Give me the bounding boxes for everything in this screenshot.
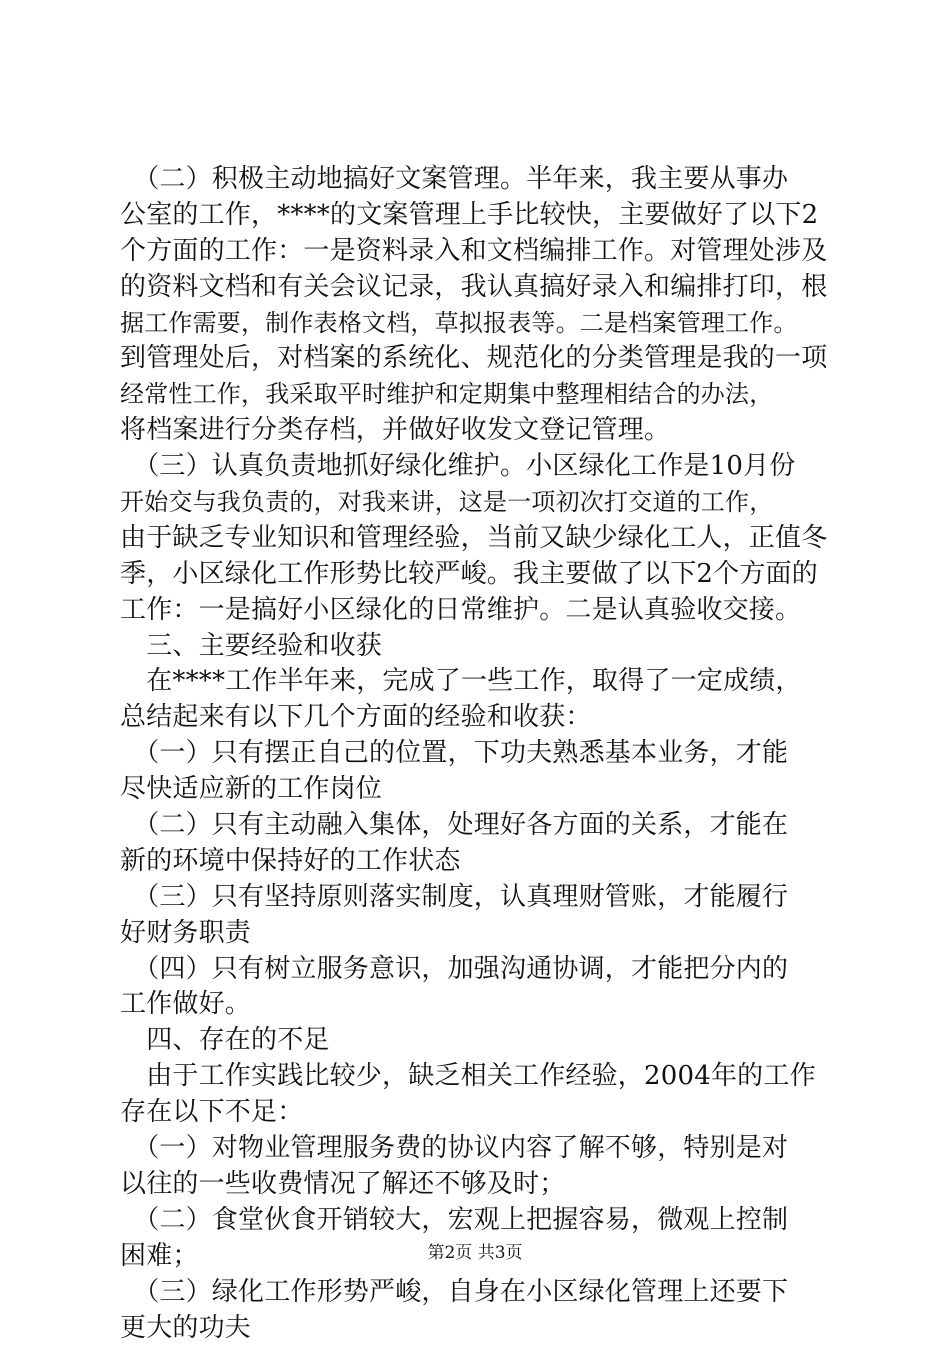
text-line: 存在以下不足： bbox=[120, 1095, 840, 1131]
text-line: 的资料文档和有关会议记录，我认真搞好录入和编排打印，根 bbox=[120, 270, 840, 306]
text-line: （三）绿化工作形势严峻，自身在小区绿化管理上还要下 bbox=[120, 1275, 840, 1311]
text-line: 总结起来有以下几个方面的经验和收获： bbox=[120, 700, 840, 736]
text-line: 到管理处后，对档案的系统化、规范化的分类管理是我的一项 bbox=[120, 341, 840, 377]
text-line: 公室的工作，****的文案管理上手比较快，主要做好了以下2 bbox=[120, 198, 840, 234]
text-line: （三）只有坚持原则落实制度，认真理财管账，才能履行 bbox=[120, 880, 840, 916]
document-body bbox=[120, 162, 840, 1346]
text-line: （二）积极主动地搞好文案管理。半年来，我主要从事办 bbox=[120, 162, 840, 198]
text-line: 更大的功夫 bbox=[120, 1311, 840, 1346]
section-heading: 四、存在的不足 bbox=[120, 1023, 840, 1059]
text-line: （四）只有树立服务意识，加强沟通协调，才能把分内的 bbox=[120, 952, 840, 988]
text-line: 经常性工作，我采取平时维护和定期集中整理相结合的办法， bbox=[120, 377, 840, 413]
text-line: 将档案进行分类存档，并做好收发文登记管理。 bbox=[120, 413, 840, 449]
text-line: 尽快适应新的工作岗位 bbox=[120, 772, 840, 808]
text-line: 工作做好。 bbox=[120, 987, 840, 1023]
text-line: 开始交与我负责的，对我来讲，这是一项初次打交道的工作， bbox=[120, 485, 840, 521]
text-line: 季，小区绿化工作形势比较严峻。我主要做了以下2个方面的 bbox=[120, 557, 840, 593]
text-line: （一）对物业管理服务费的协议内容了解不够，特别是对 bbox=[120, 1131, 840, 1167]
page-number-footer: 第2页 共3页 bbox=[0, 1242, 950, 1264]
text-line: （三）认真负责地抓好绿化维护。小区绿化工作是10月份 bbox=[120, 449, 840, 485]
text-line: 据工作需要，制作表格文档，草拟报表等。二是档案管理工作。 bbox=[120, 306, 840, 342]
text-line: 以往的一些收费情况了解还不够及时； bbox=[120, 1167, 840, 1203]
text-line: 由于工作实践比较少，缺乏相关工作经验，2004年的工作 bbox=[120, 1059, 840, 1095]
text-line: 新的环境中保持好的工作状态 bbox=[120, 844, 840, 880]
text-line: （二）食堂伙食开销较大，宏观上把握容易，微观上控制 bbox=[120, 1203, 840, 1239]
text-line: 困难； bbox=[120, 1239, 840, 1275]
text-line: （一）只有摆正自己的位置，下功夫熟悉基本业务，才能 bbox=[120, 736, 840, 772]
text-line: 由于缺乏专业知识和管理经验，当前又缺少绿化工人，正值冬 bbox=[120, 521, 840, 557]
text-line: （二）只有主动融入集体，处理好各方面的关系，才能在 bbox=[120, 808, 840, 844]
text-line: 好财务职责 bbox=[120, 916, 840, 952]
section-heading: 三、主要经验和收获 bbox=[120, 629, 840, 665]
text-line: 在****工作半年来，完成了一些工作，取得了一定成绩， bbox=[120, 664, 840, 700]
text-line: 个方面的工作：一是资料录入和文档编排工作。对管理处涉及 bbox=[120, 234, 840, 270]
text-line: 工作：一是搞好小区绿化的日常维护。二是认真验收交接。 bbox=[120, 593, 840, 629]
